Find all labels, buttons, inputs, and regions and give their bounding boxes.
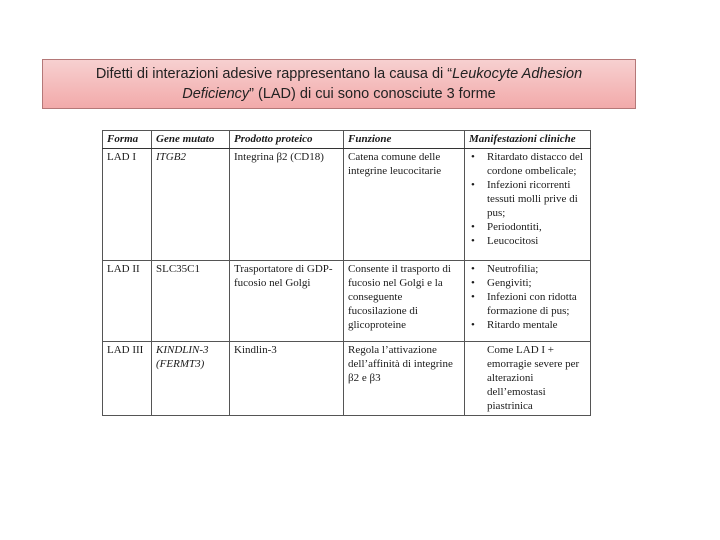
cell-funzione: Regola l’attivazione dell’affinità di integrine β2 e β3 bbox=[344, 342, 465, 416]
cell-gene: SLC35C1 bbox=[152, 261, 230, 342]
slide-title-line-1 bbox=[96, 64, 582, 84]
cell-gene: ITGB2 bbox=[152, 149, 230, 261]
header-forma: Forma bbox=[103, 131, 152, 149]
title-text-italic-2: Deficiency bbox=[182, 86, 250, 102]
list-item: • Leucocitosi bbox=[469, 234, 586, 248]
table-row bbox=[103, 342, 591, 416]
cell-prodotto: Kindlin-3 bbox=[230, 342, 344, 416]
header-prodotto: Prodotto proteico bbox=[230, 131, 344, 149]
lad-table bbox=[102, 130, 591, 416]
cell-manifestazioni bbox=[465, 261, 591, 342]
cell-manifestazioni bbox=[465, 342, 591, 416]
table-header-row bbox=[103, 131, 591, 149]
table-row bbox=[103, 261, 591, 342]
cell-funzione: Catena comune delle integrine leucocitarie bbox=[344, 149, 465, 261]
list-item: • Periodontiti, bbox=[469, 220, 586, 234]
title-text-pre: Difetti di interazioni adesive rappresentano la causa di “ bbox=[95, 66, 453, 82]
manifestazioni-list bbox=[469, 262, 586, 332]
list-item: • Ritardato distacco del cordone ombelicale; bbox=[469, 150, 586, 178]
cell-forma: LAD II bbox=[103, 261, 152, 342]
header-manifestazioni: Manifestazioni cliniche bbox=[465, 131, 591, 149]
table-row bbox=[103, 149, 591, 261]
manifestazioni-list bbox=[469, 150, 586, 248]
header-gene: Gene mutato bbox=[152, 131, 230, 149]
list-item: • Neutrofilia; bbox=[469, 262, 586, 276]
list-item: • Ritardo mentale bbox=[469, 318, 586, 332]
cell-funzione: Consente il trasporto di fucosio nel Golgi e la conseguente fucosilazione di glicoproteine bbox=[344, 261, 465, 342]
manifestazioni-list bbox=[469, 343, 586, 413]
list-item: • Infezioni con ridotta formazione di pus; bbox=[469, 290, 586, 318]
cell-forma: LAD III bbox=[103, 342, 152, 416]
title-text-post: ” (LAD) di cui sono conosciute 3 forme bbox=[249, 86, 496, 102]
slide-title bbox=[42, 59, 636, 109]
list-item: Come LAD I + emorragie severe per alterazioni dell’emostasi piastrinica bbox=[487, 344, 580, 412]
cell-gene: KINDLIN-3 (FERMT3) bbox=[152, 342, 230, 416]
cell-forma: LAD I bbox=[103, 149, 152, 261]
cell-prodotto: Trasportatore di GDP-fucosio nel Golgi bbox=[230, 261, 344, 342]
slide-title-line-2 bbox=[182, 84, 496, 104]
list-item: • Gengiviti; bbox=[469, 276, 586, 290]
cell-prodotto: Integrina β2 (CD18) bbox=[230, 149, 344, 261]
header-funzione: Funzione bbox=[344, 131, 465, 149]
cell-manifestazioni bbox=[465, 149, 591, 261]
title-text-italic-1: Leukocyte Adhesion bbox=[452, 66, 583, 82]
list-item: • Infezioni ricorrenti tessuti molli prive di pus; bbox=[469, 178, 586, 220]
